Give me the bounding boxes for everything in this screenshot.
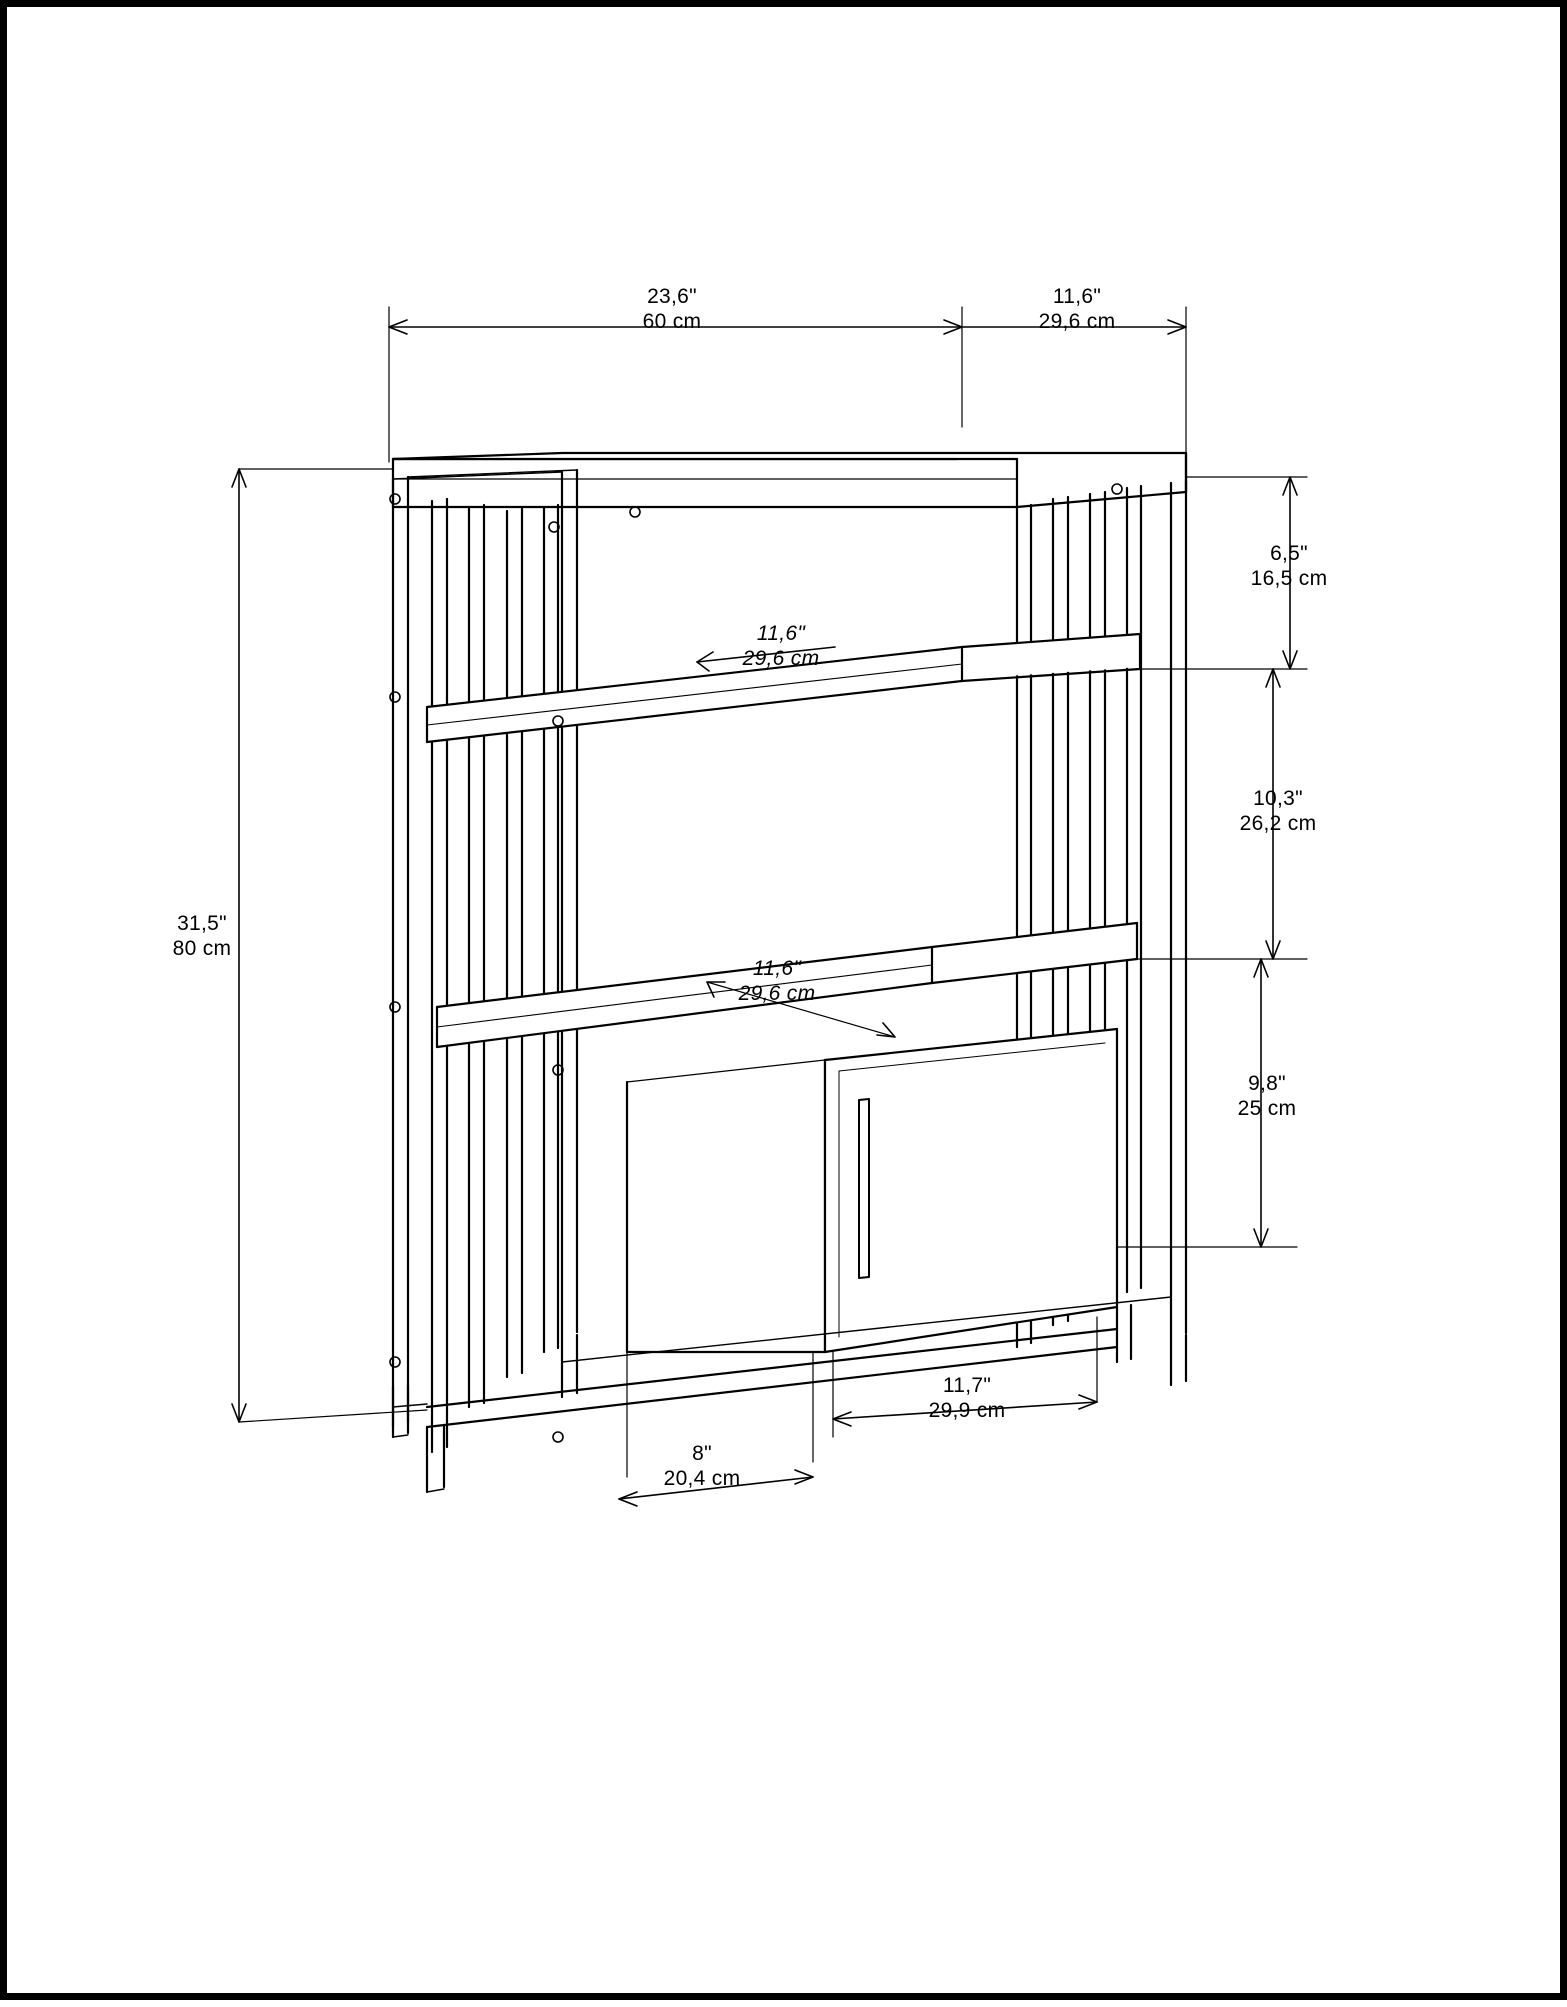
dimension-metric: 60 cm — [642, 309, 702, 333]
base-frame — [393, 1297, 1186, 1492]
dimension-label-upper-shelf-height — [1219, 542, 1359, 592]
furniture-line-drawing — [7, 7, 1567, 2007]
dimension-metric: 20,4 cm — [663, 1466, 741, 1490]
dimension-label-lower-shelf-depth — [707, 957, 847, 1007]
dimension-label-door-width — [892, 1374, 1042, 1424]
dimension-label-open-bay-width — [627, 1442, 777, 1492]
dimension-inch: 11,6" — [752, 957, 802, 980]
dimension-label-cabinet-height — [1197, 1072, 1337, 1122]
dimension-metric: 29,6 cm — [742, 646, 820, 670]
dimension-inch: 11,7" — [942, 1374, 992, 1397]
dimension-metric: 80 cm — [172, 936, 232, 960]
dimension-metric: 26,2 cm — [1239, 811, 1317, 835]
dimension-label-top-width-left — [607, 285, 737, 335]
dimension-inch: 11,6" — [756, 622, 806, 645]
cabinet-body — [627, 1029, 1117, 1352]
dimension-inch: 6,5" — [1270, 542, 1308, 565]
dimension-metric: 29,6 cm — [1038, 309, 1116, 333]
dimension-inch: 11,6" — [1052, 285, 1102, 308]
dimension-inch: 8" — [692, 1442, 712, 1465]
left-frame-bars — [393, 470, 577, 1452]
dimension-inch: 23,6" — [647, 285, 697, 308]
dimension-metric: 29,9 cm — [928, 1398, 1006, 1422]
dimension-metric: 25 cm — [1237, 1096, 1297, 1120]
dimension-inch: 31,5" — [177, 912, 227, 935]
dimension-label-middle-compartment-height — [1203, 787, 1353, 837]
dimension-inch: 10,3" — [1253, 787, 1303, 810]
dimension-inch: 9,8" — [1248, 1072, 1286, 1095]
dimension-label-total-height — [137, 912, 267, 962]
top-panel — [389, 445, 1186, 507]
dimension-label-middle-shelf-depth — [711, 622, 851, 672]
dimension-metric: 16,5 cm — [1250, 566, 1328, 590]
dimension-metric: 29,6 cm — [738, 981, 816, 1005]
dimension-label-top-depth-right — [1007, 285, 1147, 335]
